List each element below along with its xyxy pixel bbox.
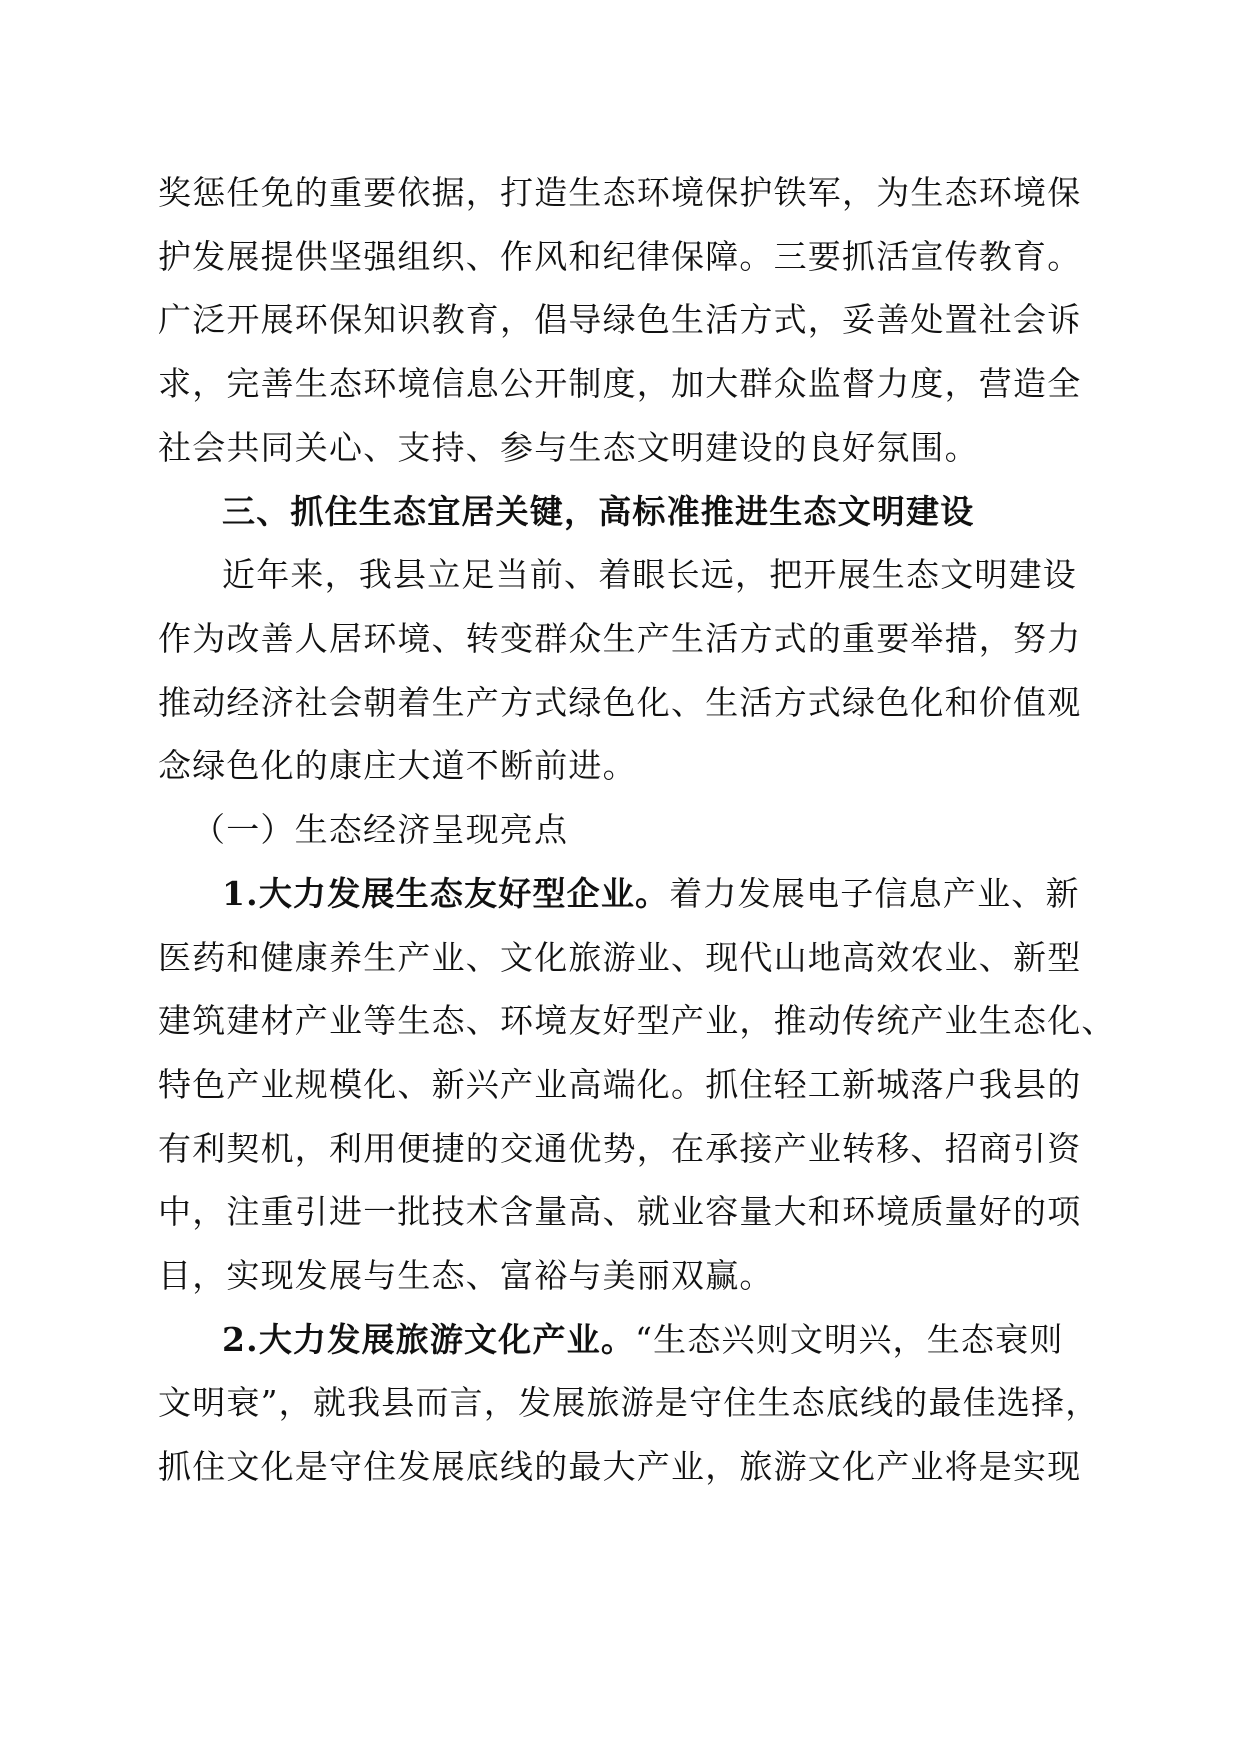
paragraph-1-line-2: 护发展提供坚强组织、作风和纪律保障。三要抓活宣传教育。 [158,237,1082,276]
item-2-first-line [222,1318,1064,1362]
item-1-line-4: 特色产业规模化、新兴产业高端化。抓住轻工新城落户我县的 [158,1065,1082,1104]
paragraph-1-line-4: 求，完善生态环境信息公开制度，加大群众监督力度，营造全 [158,364,1082,403]
item-1-line-5: 有利契机，利用便捷的交通优势，在承接产业转移、招商引资 [158,1129,1082,1168]
item-2-line-2: 文明衰”，就我县而言，发展旅游是守住生态底线的最佳选择， [158,1383,1100,1422]
paragraph-2-line-3: 推动经济社会朝着生产方式绿色化、生活方式绿色化和价值观 [158,683,1082,722]
subsection-1-heading: （一）生态经济呈现亮点 [192,810,569,849]
paragraph-2-line-4: 念绿色化的康庄大道不断前进。 [158,746,637,785]
item-1-line-2: 医药和健康养生产业、文化旅游业、现代山地高效农业、新型 [158,938,1082,977]
item-1-line-3: 建筑建材产业等生态、环境友好型产业，推动传统产业生态化、 [158,1001,1116,1040]
item-1-line-7: 目，实现发展与生态、富裕与美丽双赢。 [158,1256,774,1295]
item-2-title: 2.大力发展旅游文化产业。 [222,1320,636,1359]
item-1-first-line [222,872,1080,916]
paragraph-1-line-3: 广泛开展环保知识教育，倡导绿色生活方式，妥善处置社会诉 [158,300,1082,339]
item-1-line-6: 中，注重引进一批技术含量高、就业容量大和环境质量好的项 [158,1192,1082,1231]
item-1-title: 1.大力发展生态友好型企业。 [222,874,670,913]
paragraph-2-line-2: 作为改善人居环境、转变群众生产生活方式的重要举措，努力 [158,619,1082,658]
paragraph-2-line-1: 近年来，我县立足当前、着眼长远，把开展生态文明建设 [222,555,1077,594]
item-2-line-3: 抓住文化是守住发展底线的最大产业，旅游文化产业将是实现 [158,1447,1082,1486]
item-2-first-line-text: “生态兴则文明兴，生态衰则 [635,1320,1064,1359]
paragraph-1-line-5: 社会共同关心、支持、参与生态文明建设的良好氛围。 [158,428,979,467]
item-1-first-line-text: 着力发展电子信息产业、新 [669,874,1080,913]
paragraph-1-line-1: 奖惩任免的重要依据，打造生态环境保护铁军，为生态环境保 [158,173,1082,212]
section-3-heading: 三、抓住生态宜居关键，高标准推进生态文明建设 [222,492,975,531]
